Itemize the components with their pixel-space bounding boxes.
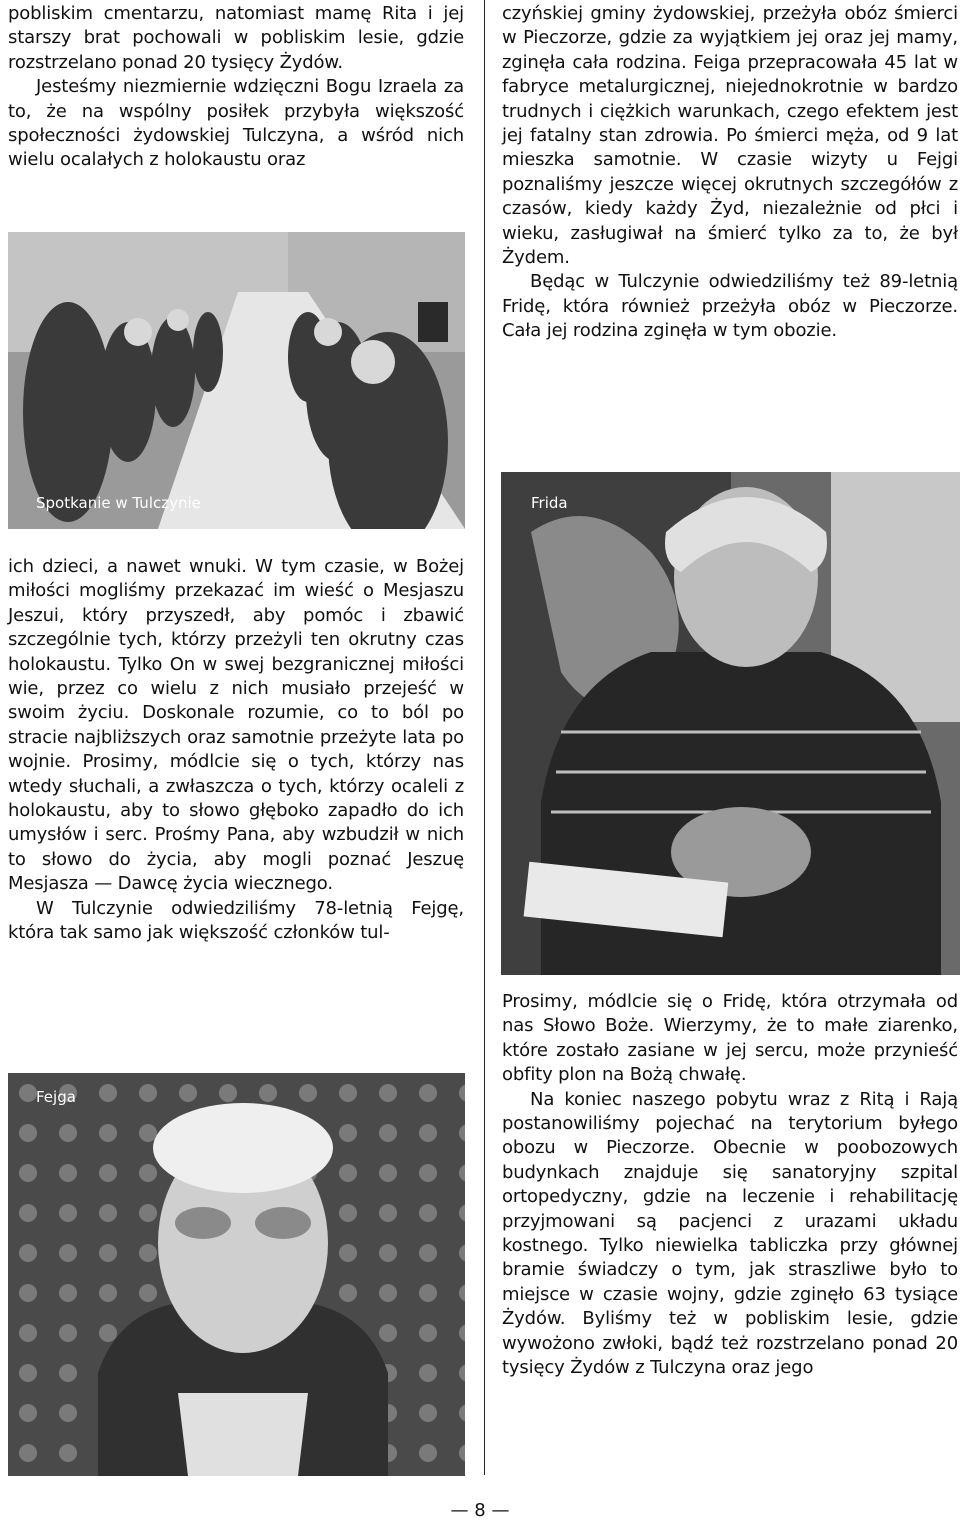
left-paragraph-4: W Tulczynie odwiedziliśmy 78-letnią Fejgę, która tak samo jak większość członków tul- bbox=[8, 897, 464, 944]
right-paragraph-3: Prosimy, módlcie się o Fridę, która otrzymała od nas Słowo Boże. Wierzymy, że to małe ziarenko, które zostało zasiane w jej sercu, może przynieść obfity plon na Bożą chwałę. bbox=[502, 991, 958, 1086]
fejga-photo-caption: Fejga bbox=[36, 1088, 76, 1106]
column-divider bbox=[484, 0, 485, 1475]
fejga-photo bbox=[8, 1073, 465, 1476]
right-paragraph-4: Na koniec naszego pobytu wraz z Ritą i Rają postanowiliśmy pojechać na terytorium byłego obozu w Pieczorze. Obecnie w poobozowych budynkach znajduje się sanatoryjny szpital ortopedyczny, gdzie na leczenie i rehabilitację przyjmowani są pacjenci z urazami układu kostnego. Tylko niewielka tabliczka przy głównej bramie świadczy o tym, jak straszliwe było to miejsce w czasie wojny, gdzie zginęło 63 tysiące Żydów. Byliśmy też w pobliskim lesie, gdzie wywożono zwłoki, bądź też rozstrzelano ponad 20 tysięcy Żydów z Tulczyna oraz jego bbox=[502, 1088, 958, 1379]
left-middle-text bbox=[8, 555, 464, 946]
frida-photo bbox=[501, 472, 960, 975]
frida-photo-caption: Frida bbox=[531, 494, 568, 512]
left-paragraph-2: Jesteśmy niezmiernie wdzięczni Bogu Izraela za to, że na wspólny posiłek przybyła większość społeczności żydowskiej Tulczyna, a wśród nich wielu ocalałych z holokaustu oraz bbox=[8, 76, 464, 171]
left-paragraph-3: ich dzieci, a nawet wnuki. W tym czasie, w Bożej miłości mogliśmy przekazać im wieść o Mesjaszu Jeszui, który przyszedł, aby pomóc i zbawić szczególnie tych, którzy przeżyli ten okrutny czas holokaustu. Tylko On w swej bezgranicznej miłości wie, przez co wielu z nich musiało przejeść w swoim życiu. Doskonale rozumie, co to ból po stracie najbliższych oraz samotnie przeżyte lata po wojnie. Prosimy, módlcie się o tych, którzy nas wtedy słuchali, a zwłaszcza o tych, którzy ocaleli z holokaustu, aby to słowo głęboko zapadło do ich umysłów i serc. Prośmy Pana, aby wzbudził w nich to słowo do życia, aby mogli poznać Jeszuę Mesjasza — Dawcę życia wiecznego. bbox=[8, 556, 464, 895]
right-top-text bbox=[502, 2, 958, 344]
right-bottom-text bbox=[502, 990, 958, 1381]
meeting-photo-caption: Spotkanie w Tulczynie bbox=[36, 494, 201, 512]
page-number: — 8 — bbox=[450, 1500, 510, 1521]
right-paragraph-1: czyńskiej gminy żydowskiej, przeżyła obóz śmierci w Pieczorze, gdzie za wyjątkiem jej oraz jej mamy, zginęła cała rodzina. Feiga przepracowała 45 lat w fabryce metalurgicznej, niejednokrotnie w bardzo trudnych i ciężkich warunkach, czego efektem jest jej fatalny stan zdrowia. Po śmierci męża, od 9 lat mieszka samotnie. W czasie wizyty u Fejgi poznaliśmy jeszcze więcej okrutnych szczegółów z czasów, kiedy każdy Żyd, niezależnie od płci i wieku, zasługiwał na śmierć tylko za to, że był Żydem. bbox=[502, 3, 958, 269]
right-paragraph-2: Będąc w Tulczynie odwiedziliśmy też 89-letnią Fridę, która również przeżyła obóz w Pieczorze. Cała jej rodzina zginęła w tym obozie. bbox=[502, 271, 958, 342]
left-top-text bbox=[8, 2, 464, 173]
left-paragraph-1: pobliskim cmentarzu, natomiast mamę Rita i jej starszy brat pochowali w pobliskim lesie, gdzie rozstrzelano ponad 20 tysięcy Żydów. bbox=[8, 3, 464, 73]
meeting-photo bbox=[8, 232, 465, 529]
